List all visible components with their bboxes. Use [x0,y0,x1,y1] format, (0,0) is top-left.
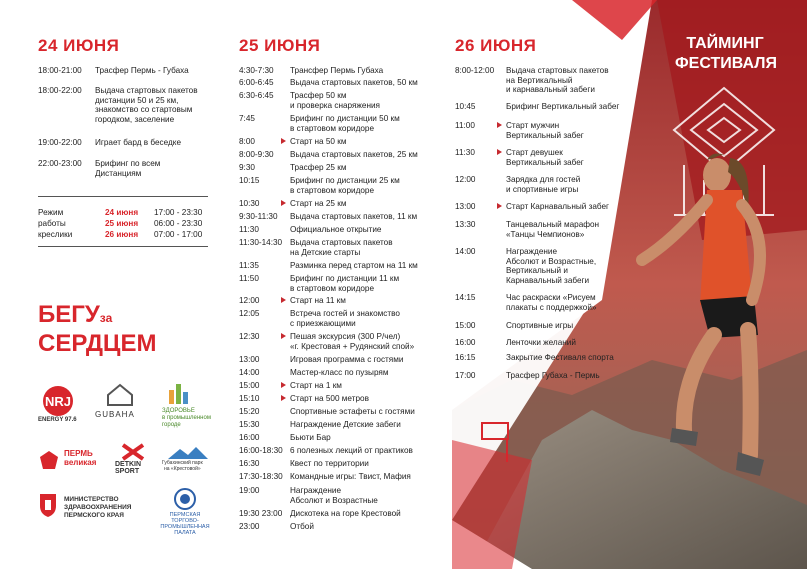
schedule-event: Выдача стартовых пакетов дистанции 50 и 25 км, знакомство со стартовым городком, заселение [95,86,198,124]
schedule-event: Отбой [290,522,314,531]
schedule-time: 16:00 [455,338,476,347]
schedule-event: 6 полезных лекций от практиков [290,446,413,455]
schedule-time: 14:00 [455,247,476,256]
schedule-event: Бьюти Бар [290,433,331,442]
schedule-event: Старт Карнавальный забег [506,202,610,211]
schedule-event: Официальное открытие [290,225,382,234]
schedule-time: 14:00 [239,368,260,377]
schedule-event: Выдача стартовых пакетов на Детские старты [290,238,393,257]
schedule-time: 12:05 [239,309,260,318]
schedule-time: 8:00-12:00 [455,66,495,75]
schedule-time: 17:00 [455,371,476,380]
schedule-time: 11:30-14:30 [239,238,283,247]
schedule-event: Брифинг по дистанции 50 км в стартовом коридоре [290,114,400,133]
schedule-time: 12:00 [455,175,476,184]
schedule-event: Трасфер 50 км и проверка снаряжения [290,91,380,110]
brand-logo [38,302,156,357]
start-arrow-icon [497,122,502,128]
brand-za: за [99,311,113,325]
schedule-time: 11:50 [239,274,259,283]
schedule-time: 9:30-11:30 [239,212,278,221]
energy-logo: NRJ ENERGY 97.6 [38,383,78,423]
schedule-event: Брифинг по дистанции 11 км в стартовом коридоре [290,274,400,293]
schedule-time: 22:00-23:00 [38,159,82,168]
schedule-time: 10:15 [239,176,260,185]
schedule-event: Выдача стартовых пакетов, 50 км [290,78,418,87]
schedule-event: Старт на 500 метров [290,394,369,403]
hero-title [675,34,775,74]
schedule-time: 13:30 [455,220,476,229]
palata-logo: ПЕРМСКАЯ ТОРГОВО-ПРОМЫШЛЕННАЯ ПАЛАТА [150,488,220,533]
schedule-time: 13:00 [455,202,476,211]
schedule-event: Старт на 1 км [290,381,342,390]
schedule-event: Трансфер Пермь Губаха [290,66,384,75]
divider [38,246,208,247]
schedule-event: Старт девушек Вертикальный забег [506,148,584,167]
start-arrow-icon [281,138,286,144]
schedule-time: 12:30 [239,332,260,341]
schedule-time: 11:35 [239,261,259,270]
schedule-event: Спортивные игры [506,321,574,330]
schedule-time: 16:00-18:30 [239,446,283,455]
chairlift-day: 24 июня [105,208,139,217]
start-arrow-icon [281,200,286,206]
chairlift-hours: 06:00 - 23:30 [154,219,203,228]
schedule-event: Выдача стартовых пакетов, 11 км [290,212,418,221]
schedule-event: Встреча гостей и знакомство с приезжающими [290,309,400,328]
schedule-event: Играет бард в беседке [95,138,182,147]
schedule-event: Дискотека на горе Крестовой [290,509,401,518]
brand-line-1: БЕГУ [38,301,100,328]
schedule-time: 9:30 [239,163,255,172]
start-arrow-icon [281,395,286,401]
schedule-event: Командные игры: Твист, Мафия [290,472,411,481]
schedule-event: Выдача стартовых пакетов на Вертикальный и карнавальный забеги [506,66,609,95]
schedule-event: Час раскраски «Рисуем плакаты с поддержкой» [506,293,597,312]
schedule-event: Пешая экскурсия (300 Р/чел) «г. Крестовая + Рудянский спой» [290,332,415,351]
brand-line-2: СЕРДЦЕМ [38,330,157,357]
schedule-time: 19:00 [239,486,260,495]
schedule-time: 12:00 [239,296,260,305]
start-arrow-icon [281,333,286,339]
schedule-event: Закрытие Фестиваля спорта [506,353,614,362]
schedule-time: 16:30 [239,459,260,468]
chairlift-hours: 17:00 - 23:30 [154,208,203,217]
perm-velikaya-logo: ПЕРМЬ великая [38,447,98,477]
schedule-time: 11:30 [455,148,475,157]
chairlift-schedule-label: Режим работы креслики [38,208,73,239]
schedule-time: 4:30-7:30 [239,66,274,75]
start-arrow-icon [497,149,502,155]
schedule-event: Брифинг по всем Дистанциям [95,159,161,178]
schedule-time: 8:00-9:30 [239,150,274,159]
schedule-time: 15:30 [239,420,260,429]
minzdrav-logo: МИНИСТЕРСТВО ЗДРАВООХРАНЕНИЯ ПЕРМСКОГО КРАЯ [38,492,148,527]
schedule-time: 15:20 [239,407,260,416]
schedule-event: Квест по территории [290,459,369,468]
schedule-event: Старт на 25 км [290,199,347,208]
schedule-time: 16:00 [239,433,260,442]
chairlift-day: 26 июня [105,230,139,239]
schedule-time: 17:30-18:30 [239,472,283,481]
gubaha-logo: GUBAHA [93,383,148,423]
svg-text:NRJ: NRJ [44,394,72,409]
schedule-event: Ленточки желаний [506,338,576,347]
schedule-event: Танцевальный марафон «Танцы Чемпионов» [506,220,600,239]
day-26-title: 26 ИЮНЯ [455,36,537,55]
schedule-time: 19:00-22:00 [38,138,82,147]
schedule-event: Награждение Абсолют и Возрастные, Вертикальный и Карнавальный забеги [506,247,597,285]
schedule-event: Трасфер Пермь - Губаха [95,66,189,75]
hero-title-line-2: ФЕСТИВАЛЯ [675,55,777,72]
zdorovie-logo: ЗДОРОВЬЕ в промышленном городе [162,380,212,430]
hero-title-line-1: ТАЙМИНГ [686,35,764,52]
schedule-time: 10:30 [239,199,260,208]
start-arrow-icon [497,203,502,209]
start-arrow-icon [281,382,286,388]
schedule-time: 15:00 [239,381,260,390]
schedule-time: 6:30-6:45 [239,91,274,100]
schedule-event: Трасфер Губаха - Пермь [506,371,600,380]
divider [38,196,208,197]
schedule-event: Брифинг Вертикальный забег [506,102,620,111]
schedule-time: 10:45 [455,102,476,111]
schedule-event: Старт на 11 км [290,296,346,305]
schedule-event: Старт на 50 км [290,137,347,146]
schedule-time: 18:00-21:00 [38,66,82,75]
schedule-time: 15:00 [455,321,476,330]
schedule-time: 13:00 [239,355,260,364]
schedule-event: Выдача стартовых пакетов, 25 км [290,150,418,159]
schedule-event: Награждение Детские забеги [290,420,401,429]
krestovaya-logo: Губахинский парк на «Крестовой» [162,447,214,477]
start-arrow-icon [281,297,286,303]
chairlift-hours: 07:00 - 17:00 [154,230,203,239]
schedule-time: 6:00-6:45 [239,78,274,87]
schedule-time: 14:15 [455,293,476,302]
schedule-event: Зарядка для гостей и спортивные игры [506,175,581,194]
schedule-time: 11:30 [239,225,259,234]
day-25-title: 25 ИЮНЯ [239,36,321,55]
schedule-event: Разминка перед стартом на 11 км [290,261,418,270]
schedule-time: 18:00-22:00 [38,86,82,95]
day-24-title: 24 ИЮНЯ [38,36,120,55]
schedule-time: 7:45 [239,114,255,123]
schedule-event: Брифинг по дистанции 25 км в стартовом коридоре [290,176,400,195]
schedule-time: 11:00 [455,121,475,130]
schedule-event: Мастер-класс по пузырям [290,368,389,377]
schedule-time: 19:30 23:00 [239,509,283,518]
chairlift-day: 25 июня [105,219,139,228]
schedule-time: 8:00 [239,137,255,146]
schedule-event: Трасфер 25 км [290,163,347,172]
schedule-event: Старт мужчин Вертикальный забег [506,121,584,140]
schedule-time: 15:10 [239,394,260,403]
schedule-event: Игровая программа с гостями [290,355,404,364]
schedule-time: 16:15 [455,353,476,362]
detkin-sport-logo: DETKIN SPORT [115,443,155,478]
schedule-event: Спортивные эстафеты с гостями [290,407,415,416]
schedule-time: 23:00 [239,522,260,531]
schedule-event: Награждение Абсолют и Возрастные [290,486,378,505]
